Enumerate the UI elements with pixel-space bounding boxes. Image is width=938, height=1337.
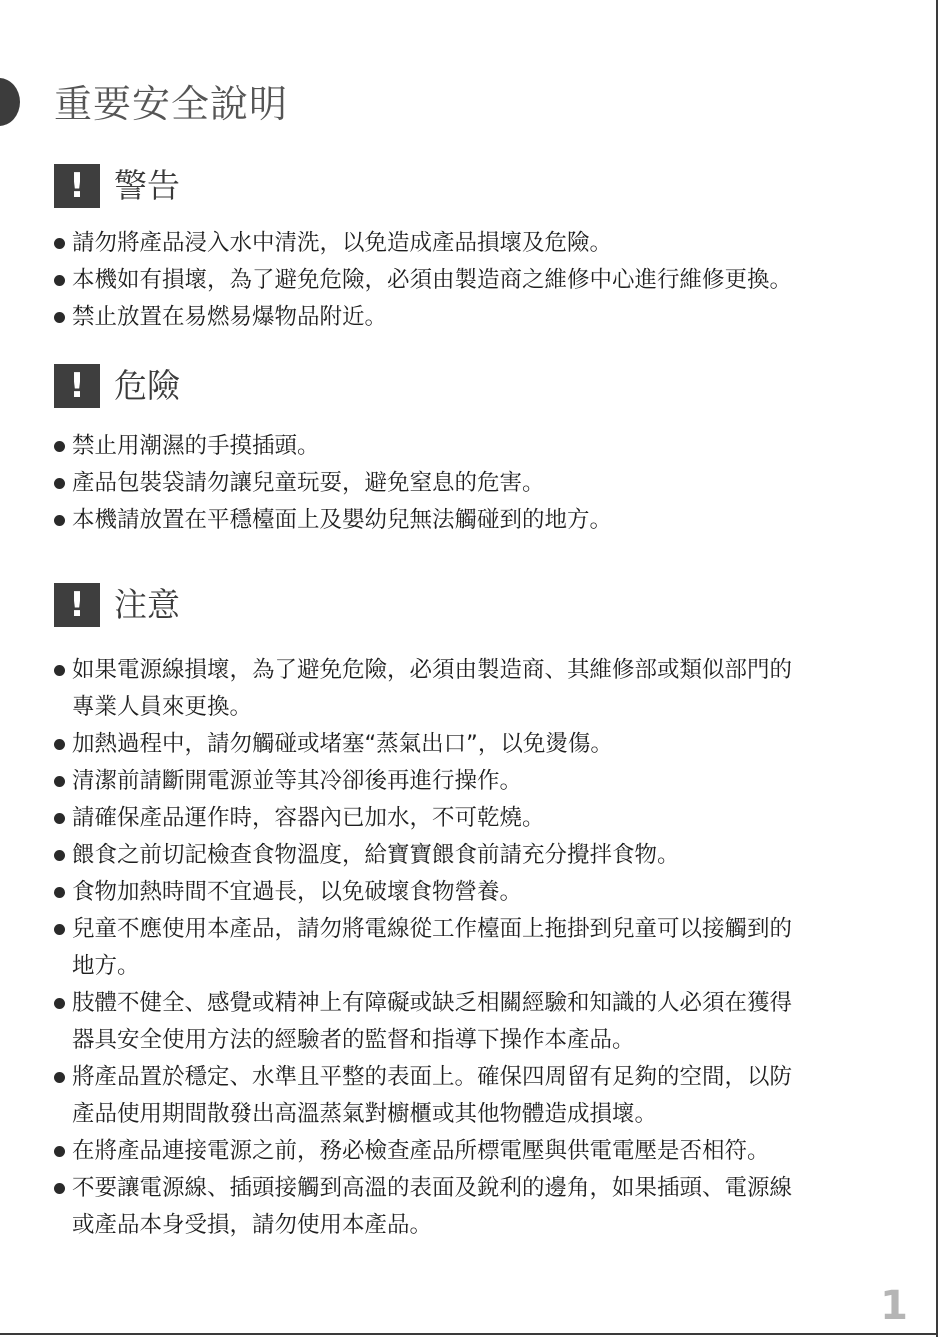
list-item-text: 食物加熱時間不宜過長，以免破壞食物營養。	[72, 879, 523, 905]
list-item	[52, 1170, 892, 1244]
list-item	[52, 225, 892, 262]
bullet-icon	[54, 813, 65, 824]
list-item-text: 禁止用潮濕的手摸插頭。	[72, 433, 320, 459]
list-item	[52, 837, 892, 874]
bullet-icon	[54, 478, 65, 489]
section-title-danger: 危險	[114, 366, 180, 405]
list-item	[52, 726, 892, 763]
list-item-text: 將產品置於穩定、水準且平整的表面上。確保四周留有足夠的空間，以防 產品使用期間散發出高溫蒸氣對櫥櫃或其他物體造成損壞。	[72, 1064, 793, 1127]
caution-list	[52, 652, 892, 1244]
list-item-text: 請勿將產品浸入水中清洗，以免造成產品損壞及危險。	[72, 230, 613, 256]
list-item-text: 在將產品連接電源之前，務必檢查產品所標電壓與供電電壓是否相符。	[72, 1138, 770, 1164]
list-item	[52, 911, 892, 985]
exclamation-icon: !	[54, 583, 100, 627]
bullet-icon	[54, 1146, 65, 1157]
list-item	[52, 985, 892, 1059]
bullet-icon	[54, 739, 65, 750]
warning-list	[52, 225, 892, 336]
list-item	[52, 874, 892, 911]
list-item-text: 清潔前請斷開電源並等其冷卻後再進行操作。	[72, 768, 523, 794]
list-item-text: 餵食之前切記檢查食物溫度，給寶寶餵食前請充分攪拌食物。	[72, 842, 680, 868]
exclamation-icon: !	[54, 164, 100, 208]
list-item-text: 加熱過程中，請勿觸碰或堵塞“蒸氣出口”，以免燙傷。	[72, 731, 613, 757]
page-number: 1	[880, 1283, 908, 1329]
page-bottom-border	[0, 1333, 938, 1335]
chapter-tab-marker	[0, 78, 20, 126]
bullet-icon	[54, 515, 65, 526]
list-item-text: 本機請放置在平穩檯面上及嬰幼兒無法觸碰到的地方。	[72, 507, 613, 533]
list-item-text: 本機如有損壞，為了避免危險，必須由製造商之維修中心進行維修更換。	[72, 267, 793, 293]
bullet-icon	[54, 1072, 65, 1083]
list-item-text: 肢體不健全、感覺或精神上有障礙或缺乏相關經驗和知識的人必須在獲得 器具安全使用方法的經驗者的監督和指導下操作本產品。	[72, 990, 793, 1053]
section-header-warning	[54, 164, 180, 208]
section-title-caution: 注意	[114, 585, 180, 624]
list-item	[52, 299, 892, 336]
bullet-icon	[54, 275, 65, 286]
bullet-icon	[54, 238, 65, 249]
section-header-caution	[54, 583, 180, 627]
list-item-text: 禁止放置在易燃易爆物品附近。	[72, 304, 388, 330]
list-item	[52, 652, 892, 726]
list-item	[52, 1133, 892, 1170]
list-item	[52, 465, 892, 502]
bullet-icon	[54, 998, 65, 1009]
bullet-icon	[54, 924, 65, 935]
list-item	[52, 262, 892, 299]
list-item-text: 不要讓電源線、插頭接觸到高溫的表面及銳利的邊角，如果插頭、電源線 或產品本身受損，請勿使用本產品。	[72, 1175, 793, 1238]
bullet-icon	[54, 1183, 65, 1194]
list-item	[52, 1059, 892, 1133]
list-item-text: 兒童不應使用本產品，請勿將電線從工作檯面上拖掛到兒童可以接觸到的 地方。	[72, 916, 793, 979]
bullet-icon	[54, 665, 65, 676]
bullet-icon	[54, 312, 65, 323]
list-item	[52, 428, 892, 465]
bullet-icon	[54, 887, 65, 898]
list-item-text: 如果電源線損壞，為了避免危險，必須由製造商、其維修部或類似部門的 專業人員來更換。	[72, 657, 793, 720]
danger-list	[52, 428, 892, 539]
bullet-icon	[54, 441, 65, 452]
list-item-text: 產品包裝袋請勿讓兒童玩耍，避免窒息的危害。	[72, 470, 545, 496]
list-item	[52, 502, 892, 539]
page-title: 重要安全說明	[54, 82, 289, 126]
list-item	[52, 800, 892, 837]
bullet-icon	[54, 850, 65, 861]
bullet-icon	[54, 776, 65, 787]
section-title-warning: 警告	[114, 166, 180, 205]
section-header-danger	[54, 364, 180, 408]
exclamation-icon: !	[54, 364, 100, 408]
list-item	[52, 763, 892, 800]
list-item-text: 請確保產品運作時，容器內已加水，不可乾燒。	[72, 805, 545, 831]
